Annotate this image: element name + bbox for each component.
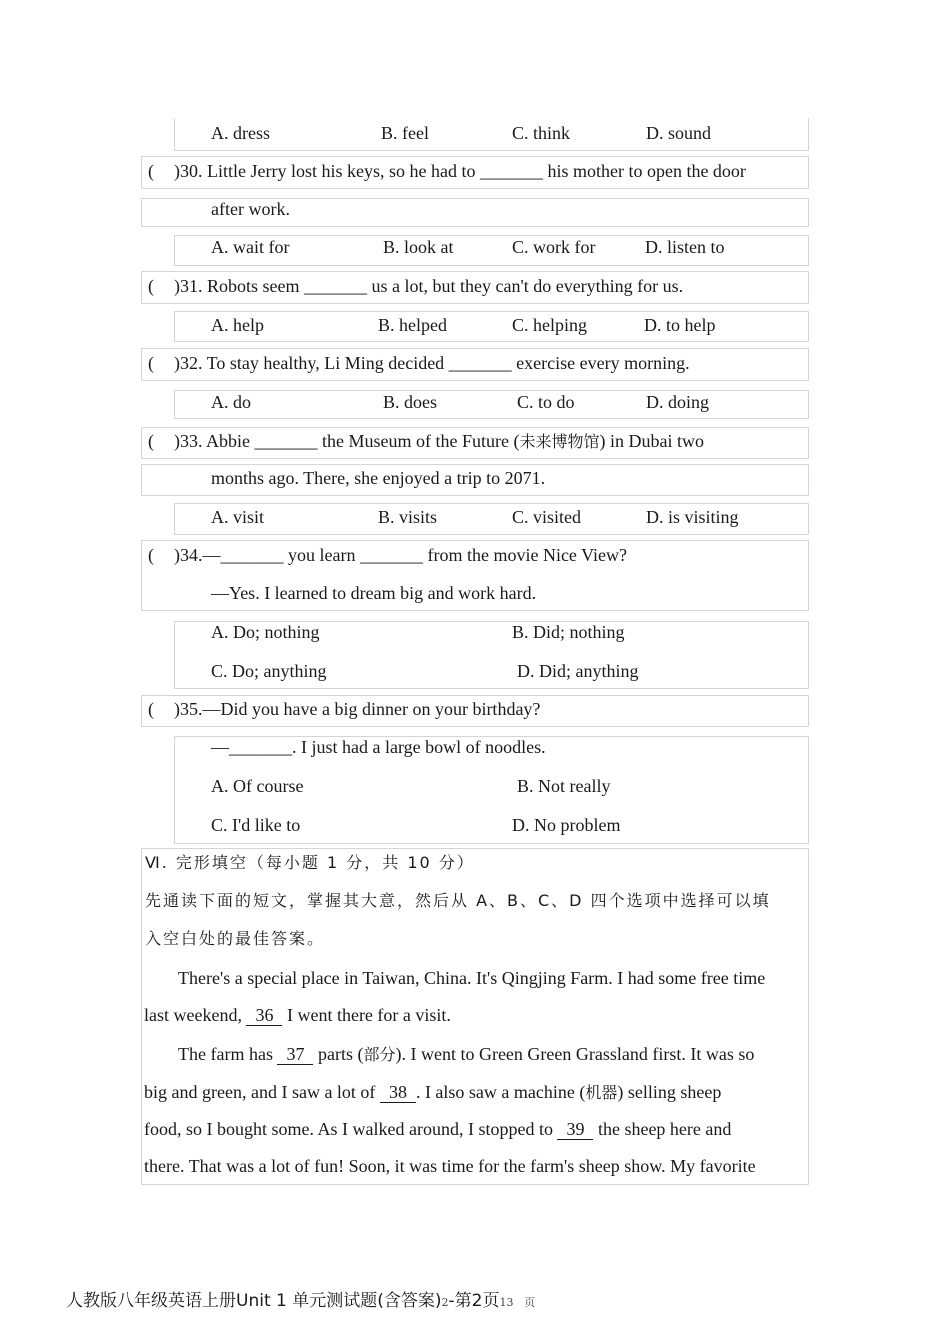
section-instructions-cont: 入空白处的最佳答案。	[145, 929, 326, 948]
question-35-reply: —_______. I just had a large bowl of noodles.	[211, 737, 546, 757]
option-b: B. helped	[378, 315, 447, 335]
question-30: )30. Little Jerry lost his keys, so he had to _______ his mother to open the door	[174, 161, 746, 181]
option-d: D. Did; anything	[517, 661, 639, 681]
blank-38: 38	[380, 1083, 416, 1103]
passage-text: food, so I bought some. As I walked around, I stopped to	[144, 1119, 553, 1139]
option-b: B. does	[383, 392, 437, 412]
answer-bracket: (	[148, 353, 154, 373]
section-heading: Ⅵ. 完形填空（每小题 1 分，共 10 分）	[145, 853, 475, 872]
page-footer	[66, 1286, 535, 1311]
passage-line	[144, 1081, 721, 1104]
passage-line: There's a special place in Taiwan, China. It's Qingjing Farm. I had some free time	[178, 968, 766, 988]
question-33-text: )33. Abbie _______ the Museum of the Future (	[174, 431, 520, 451]
blank-36: 36	[246, 1006, 282, 1026]
blank-39: 39	[557, 1120, 593, 1140]
passage-line	[144, 1118, 731, 1140]
passage-text: ) selling sheep	[617, 1082, 722, 1102]
option-d: D. listen to	[645, 237, 725, 257]
passage-text: the sheep here and	[597, 1119, 732, 1139]
question-33	[174, 430, 704, 453]
blank-37: 37	[277, 1045, 313, 1065]
passage-text: parts (	[317, 1044, 364, 1064]
row-box	[174, 390, 809, 419]
option-a: A. Of course	[211, 776, 304, 796]
question-35: )35.—Did you have a big dinner on your birthday?	[174, 699, 541, 719]
option-b: B. Not really	[517, 776, 611, 796]
option-a: A. help	[211, 315, 264, 335]
chinese-gloss: 未来博物馆	[519, 432, 600, 451]
passage-text: I went there for a visit.	[286, 1005, 451, 1025]
total-pages: 13	[499, 1296, 514, 1309]
option-c: C. work for	[512, 237, 596, 257]
answer-bracket: (	[148, 699, 154, 719]
answer-bracket: (	[148, 276, 154, 296]
option-c: C. think	[512, 123, 571, 143]
option-d: D. sound	[646, 123, 712, 143]
page-label: -第2页	[448, 1291, 500, 1311]
chinese-gloss: 机器	[585, 1083, 618, 1102]
option-c: C. to do	[517, 392, 575, 412]
question-33-text-end: ) in Dubai two	[599, 431, 704, 451]
answer-bracket: (	[148, 431, 154, 451]
option-b: B. feel	[381, 123, 429, 143]
passage-text: . I also saw a machine (	[415, 1082, 586, 1102]
answer-bracket: (	[148, 545, 154, 565]
page-number-small: 2	[441, 1296, 449, 1309]
option-b: B. look at	[383, 237, 454, 257]
passage-text: big and green, and I saw a lot of	[144, 1082, 376, 1102]
question-32: )32. To stay healthy, Li Ming decided _______ exercise every morning.	[174, 353, 690, 373]
chinese-gloss: 部分	[363, 1045, 396, 1064]
option-d: D. to help	[644, 315, 716, 335]
section-instructions: 先通读下面的短文，掌握其大意，然后从 A、B、C、D 四个选项中选择可以填	[145, 891, 771, 910]
option-c: C. I'd like to	[211, 815, 301, 835]
option-b: B. visits	[378, 507, 438, 527]
option-a: A. dress	[211, 123, 270, 143]
page-unit: 页	[524, 1296, 536, 1309]
passage-line	[144, 1004, 451, 1026]
passage-line: there. That was a lot of fun! Soon, it was time for the farm's sheep show. My favorite	[144, 1156, 756, 1176]
option-a: A. wait for	[211, 237, 290, 257]
question-33-cont: months ago. There, she enjoyed a trip to 2071.	[211, 468, 546, 488]
answer-bracket: (	[148, 161, 154, 181]
option-d: D. is visiting	[646, 507, 739, 527]
passage-text: ). I went to Green Green Grassland first. It was so	[395, 1044, 755, 1064]
option-a: A. visit	[211, 507, 265, 527]
option-d: D. doing	[646, 392, 709, 412]
option-c: C. visited	[512, 507, 582, 527]
question-34-reply: —Yes. I learned to dream big and work hard.	[211, 583, 537, 603]
option-b: B. Did; nothing	[512, 622, 625, 642]
question-31: )31. Robots seem _______ us a lot, but they can't do everything for us.	[174, 276, 684, 296]
passage-text: The farm has	[178, 1044, 273, 1064]
option-c: C. Do; anything	[211, 661, 327, 681]
passage-line	[178, 1043, 754, 1066]
option-a: A. Do; nothing	[211, 622, 320, 642]
option-c: C. helping	[512, 315, 587, 335]
passage-text: last weekend,	[144, 1005, 242, 1025]
question-34: )34.—_______ you learn _______ from the movie Nice View?	[174, 545, 627, 565]
option-a: A. do	[211, 392, 251, 412]
option-d: D. No problem	[512, 815, 621, 835]
document-title: 人教版八年级英语上册Unit 1 单元测试题(含答案)	[66, 1291, 442, 1311]
question-30-cont: after work.	[211, 199, 290, 219]
